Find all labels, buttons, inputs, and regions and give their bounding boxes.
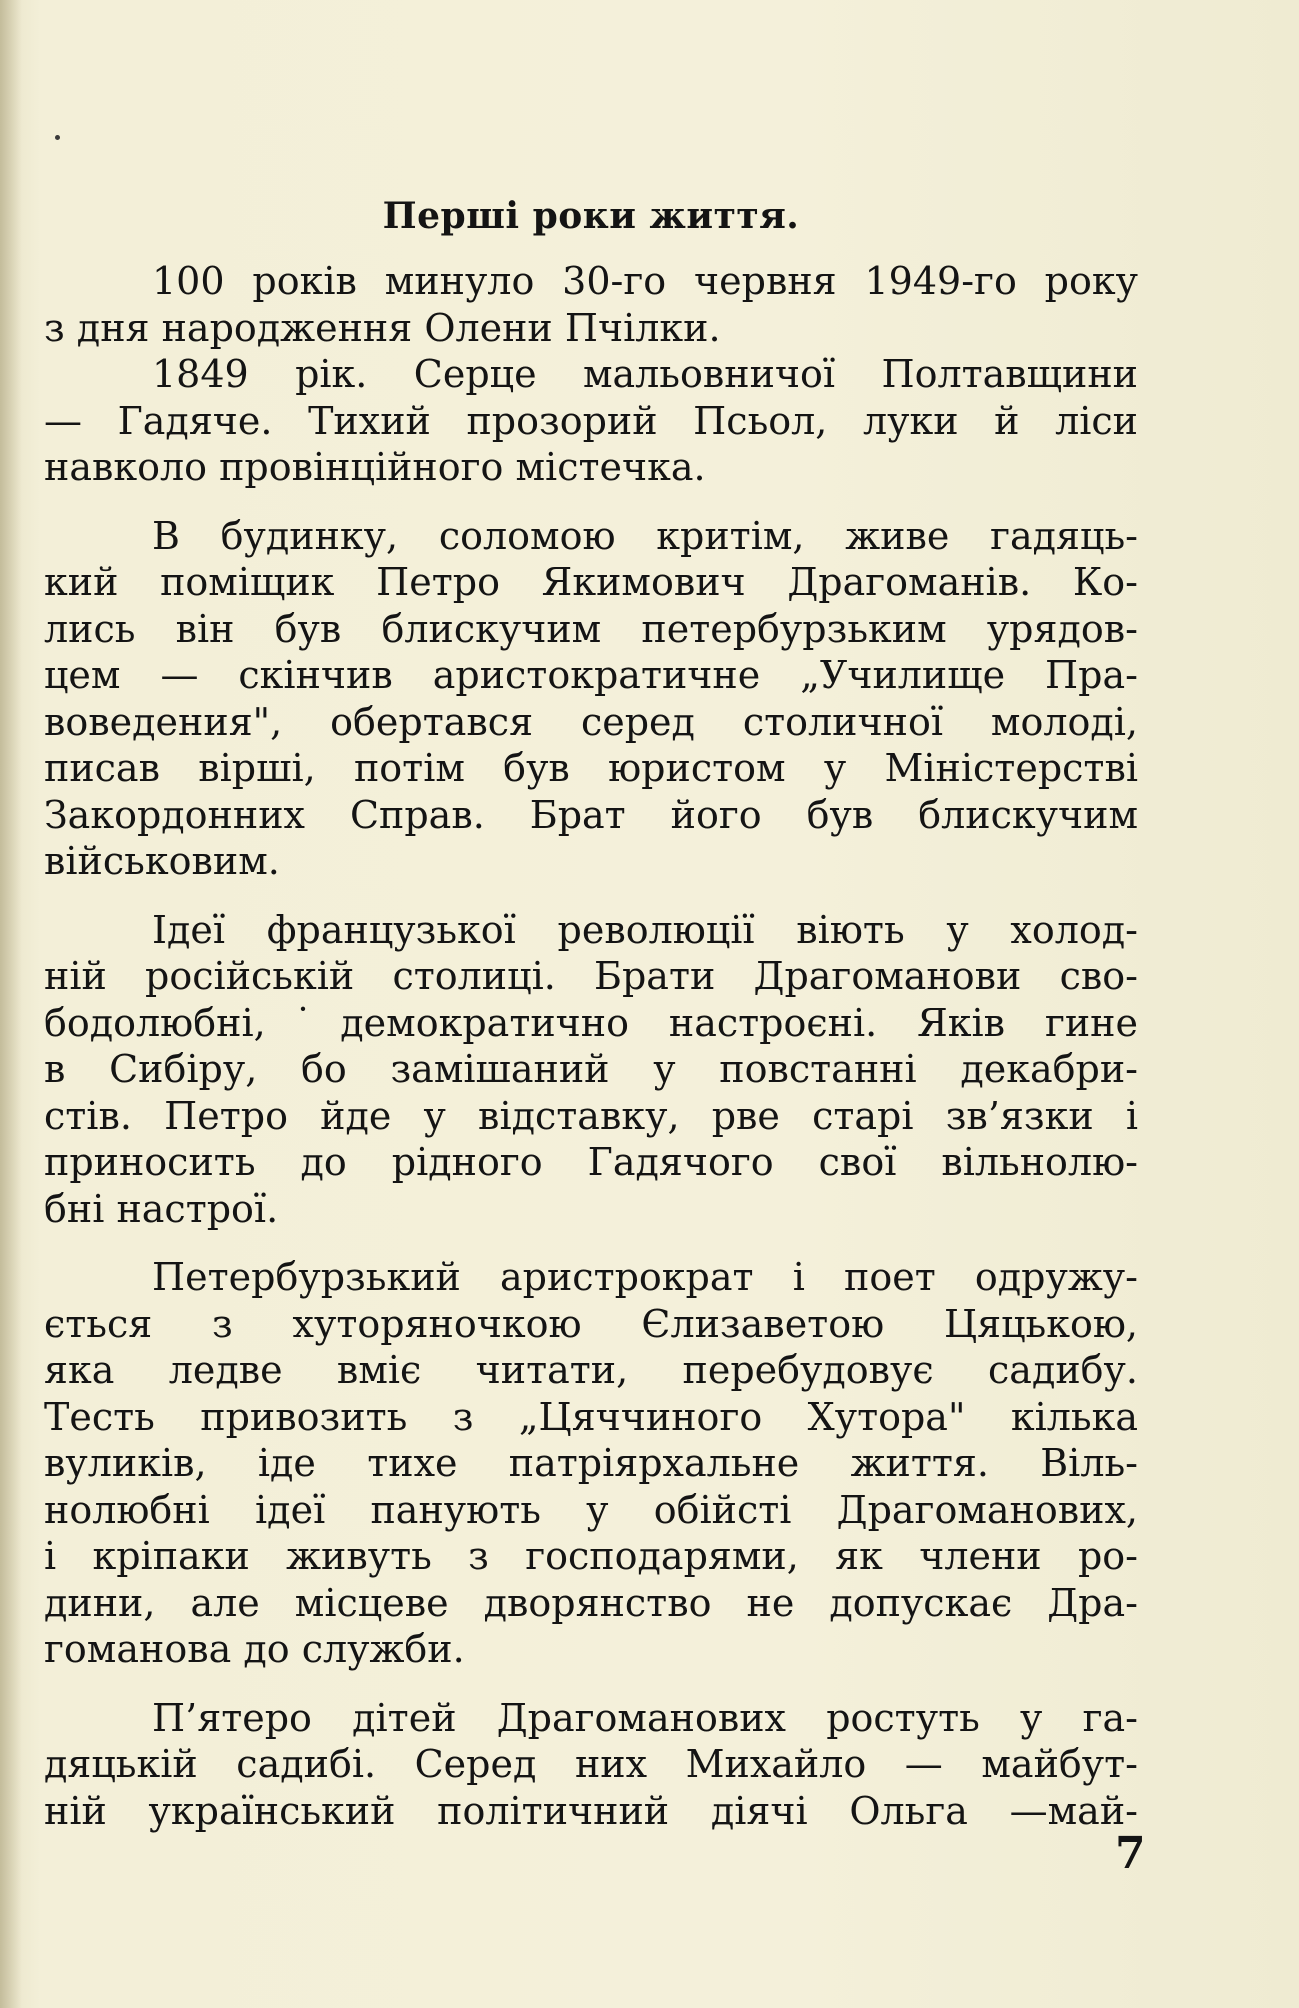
text-line: Закордонних Справ. Брат його був блискучим [44,792,1138,837]
paragraph-gap [44,491,1138,513]
text-line: яка ледве вміє читати, перебудовує садибу. [44,1348,1138,1392]
paragraph [44,258,1138,351]
paragraph [44,1695,1138,1835]
page-number: 7 [1115,1828,1146,1879]
text-line: кий поміщик Петро Якимович Драгоманів. Ко- [44,560,1138,604]
text-line: гоманова до служби. [44,1627,465,1671]
paragraph-gap [44,885,1138,907]
paragraph-gap [44,1673,1138,1695]
text-line: ється з хуторяночкою Єлизаветою Цяцькою, [44,1301,1138,1346]
text-line: приносить до рідного Гадячого свої вільнолю- [44,1140,1138,1184]
paragraph [44,351,1138,491]
text-line: бодолюбні,˙демократично настроєні. Яків гине [44,1000,1138,1045]
text-line: і кріпаки живуть з господарями, як члени ро- [44,1534,1138,1578]
chapter-title: Перші роки життя. [382,195,800,237]
text-line: лись він був блискучим петербурзьким урядов- [44,606,1138,651]
text-line: дяцькій садибі. Серед них Михайло — майбут- [44,1742,1138,1786]
text-line: Петербурзький аристрократ і поет одружу- [152,1255,1138,1299]
text-line: військовим. [44,839,280,883]
paragraph [44,1254,1138,1673]
text-block [44,180,1138,1834]
text-line: писав вірші, потім був юристом у Міністерстві [44,746,1138,790]
text-line: П’ятеро дітей Драгоманових ростуть у га- [152,1695,1138,1740]
text-line: Ідеї французької революції віють у холод- [152,907,1138,952]
text-line: стів. Петро йде у відставку, рве старі зв’язки і [44,1093,1138,1138]
text-line: вуликів, іде тихе патріярхальне життя. Віль- [44,1441,1138,1485]
paragraph-gap [44,1232,1138,1254]
paragraph [44,907,1138,1233]
ink-speck [55,135,60,140]
text-line: нолюбні ідеї панують у обійсті Драгоманових, [44,1487,1138,1532]
text-line: в Сибіру, бо замішаний у повстанні декабри- [44,1047,1138,1091]
text-line: 100 років минуло 30-го червня 1949-го року [152,259,1138,303]
text-line: — Гадяче. Тихий прозорий Псьол, луки й ліси [44,398,1138,443]
text-line: Тесть привозить з „Цяччиного Хутора" кілька [44,1394,1138,1439]
text-line: з дня народження Олени Пчілки. [44,305,721,350]
paragraph [44,513,1138,885]
text-line: дини, але місцеве дворянство не допускає Дра- [44,1580,1138,1625]
spine-shadow [0,0,22,2008]
text-line: В будинку, соломою критім, живе гадяць- [152,513,1138,558]
text-line: воведения", обертався серед столичної молоді, [44,699,1138,744]
text-line: навколо провінційного містечка. [44,445,706,489]
text-line: бні настрої. [44,1186,279,1231]
text-line: ній український політичний діячі Ольга —май- [44,1788,1138,1833]
text-line: 1849 рік. Серце мальовничої Полтавщини [152,352,1138,396]
text-line: цем — скінчив аристократичне „Училище Пра- [44,653,1138,697]
text-line: ній російській столиці. Брати Драгоманови сво- [44,954,1138,998]
